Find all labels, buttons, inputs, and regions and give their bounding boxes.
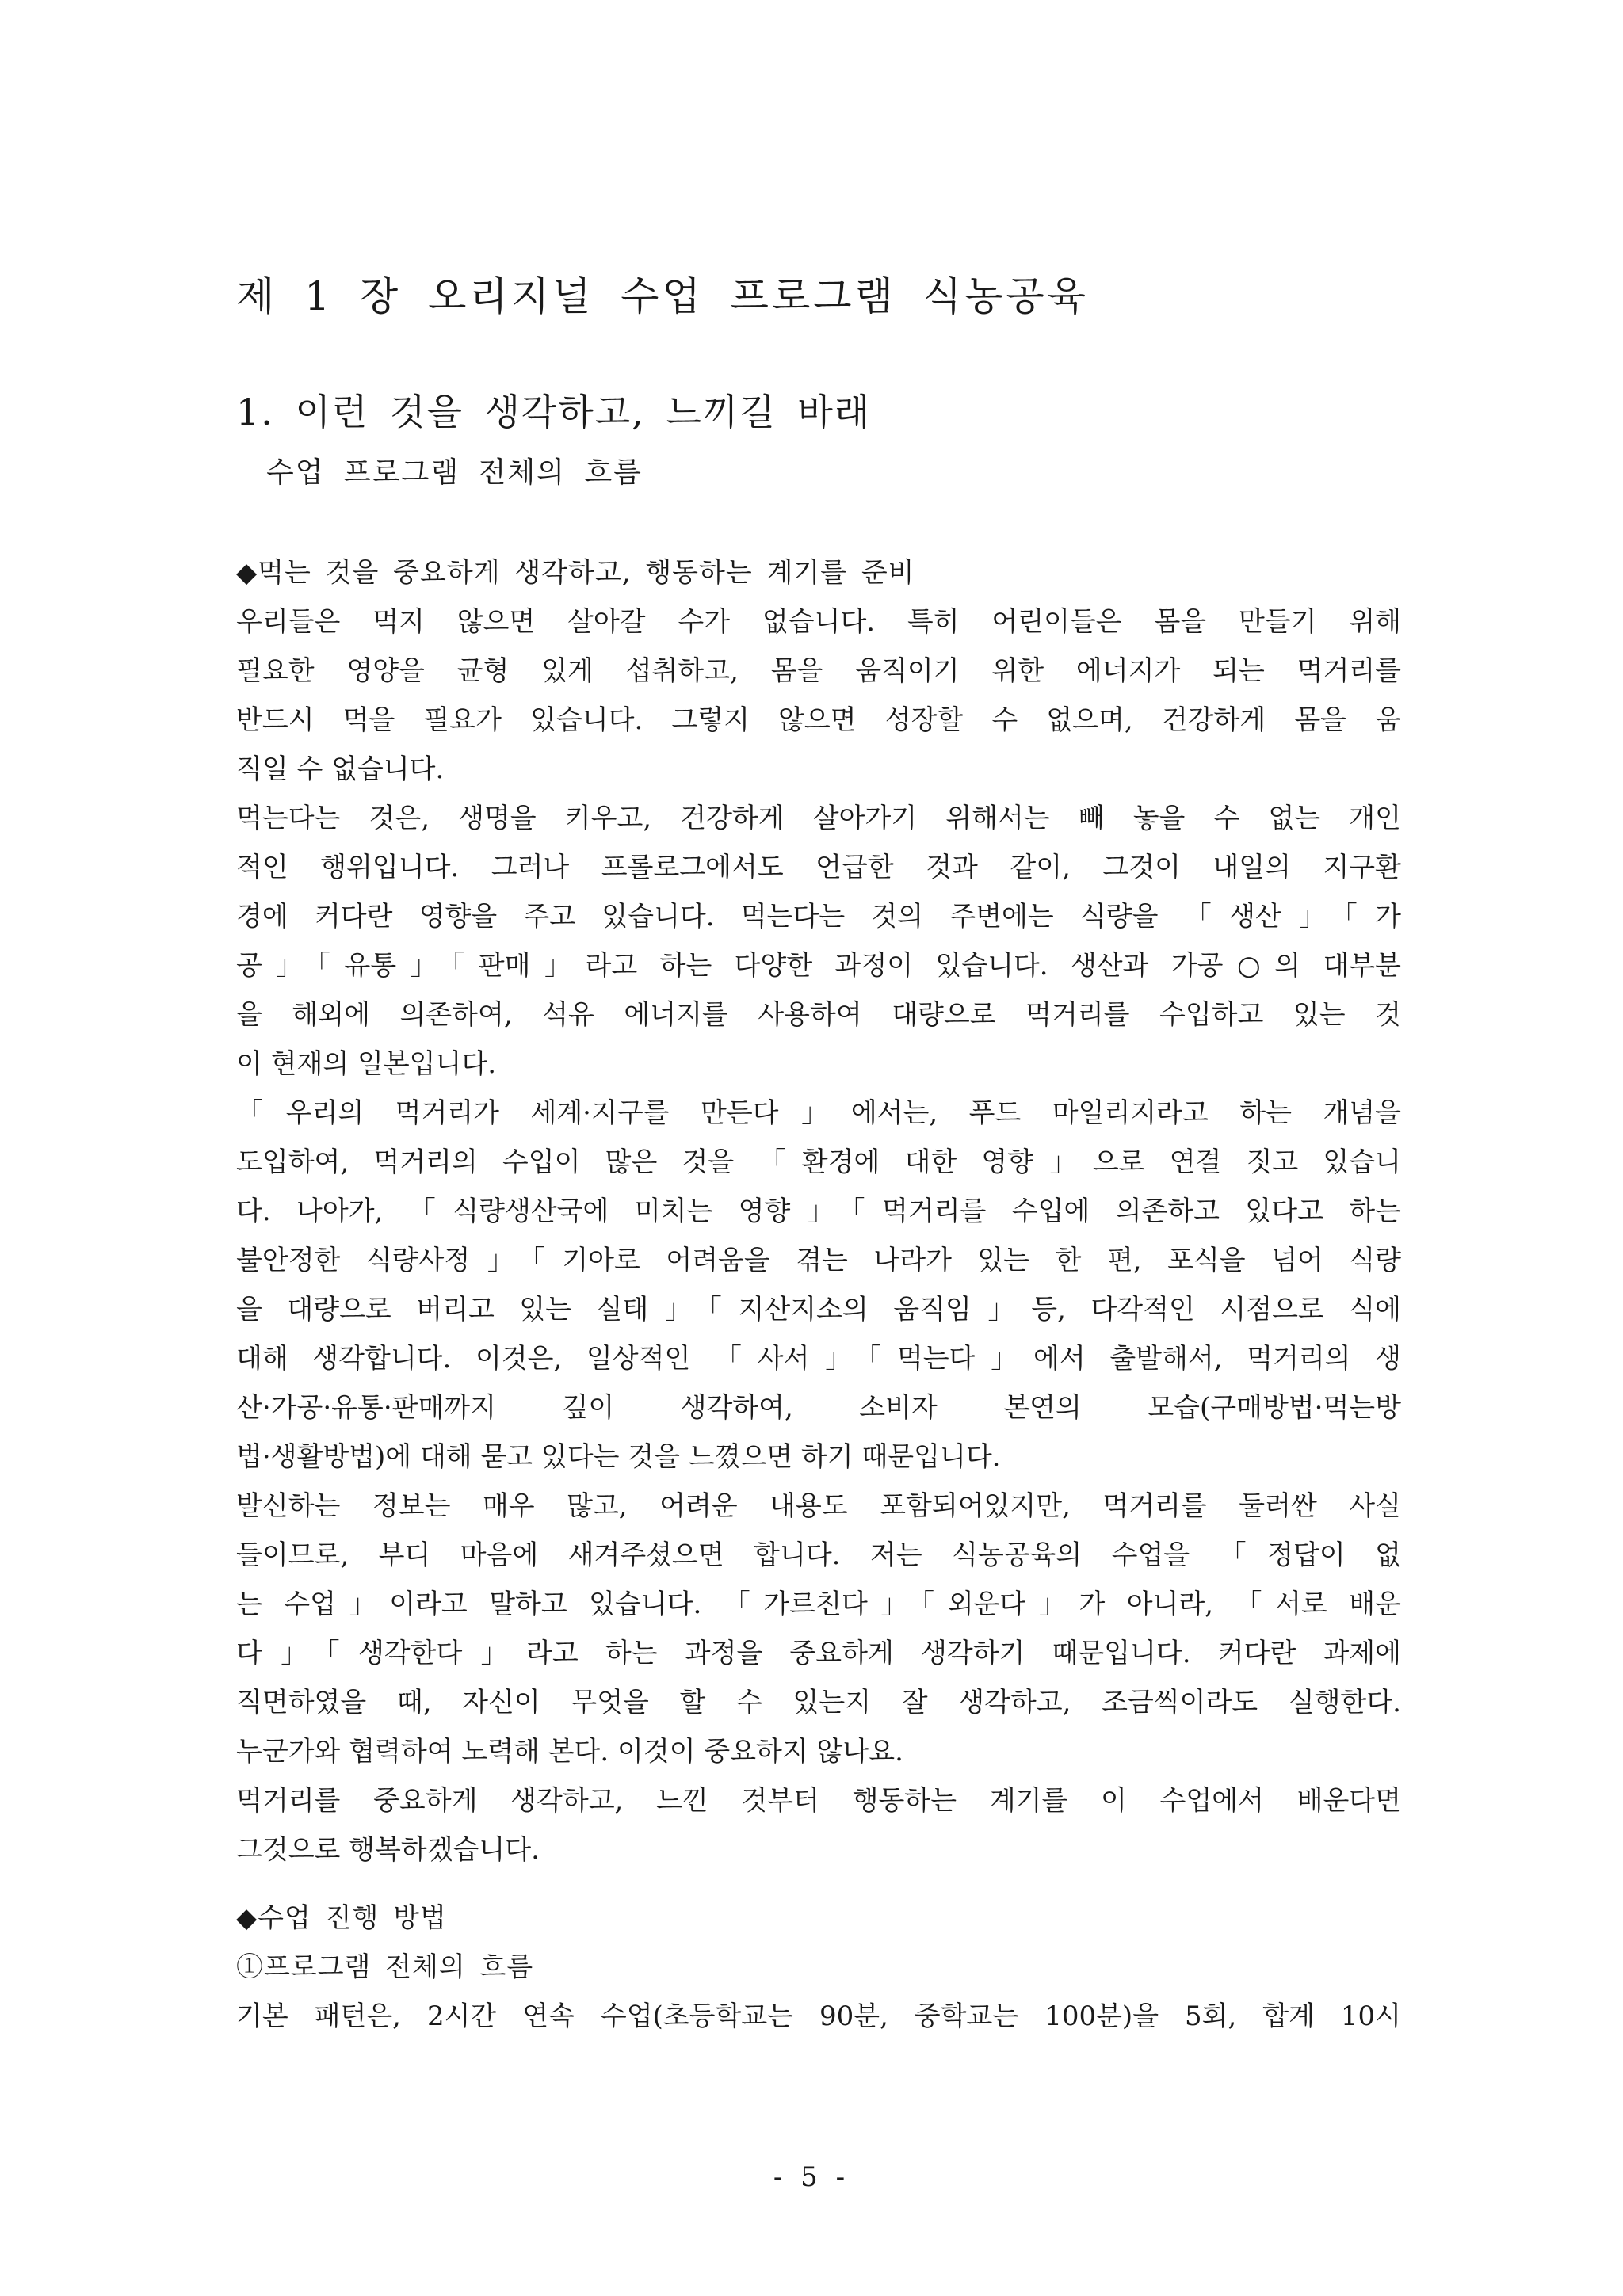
paragraph-line: 먹거리를 중요하게 생각하고, 느낀 것부터 행동하는 계기를 이 수업에서 배운다면 <box>236 1785 1401 1817</box>
paragraph-line: 경에 커다란 영향을 주고 있습니다. 먹는다는 것의 주변에는 식량을 「생산」「가 <box>236 901 1401 933</box>
paragraph-line: 「우리의 먹거리가 세계·지구를 만든다」에서는, 푸드 마일리지라고 하는 개념을 <box>236 1097 1401 1129</box>
paragraph-line: 을 해외에 의존하여, 석유 에너지를 사용하여 대량으로 먹거리를 수입하고 있는 것 <box>236 999 1401 1031</box>
paragraph-line: 그것으로 행복하겠습니다. <box>236 1834 540 1866</box>
paragraph-line: 다. 나아가, 「식량생산국에 미치는 영향」「먹거리를 수입에 의존하고 있다고 하는 <box>236 1196 1401 1227</box>
section-2-heading: ◆수업 진행 방법 <box>236 1902 447 1934</box>
page-number: - 5 - <box>773 2161 850 2193</box>
paragraph-line: 공」「유통」「판매」라고 하는 다양한 과정이 있습니다. 생산과 가공○의 대부분 <box>236 950 1401 982</box>
paragraph-line: 직면하였을 때, 자신이 무엇을 할 수 있는지 잘 생각하고, 조금씩이라도 실행한다. <box>236 1687 1401 1718</box>
section-1-heading: ◆먹는 것을 중요하게 생각하고, 행동하는 계기를 준비 <box>236 557 915 589</box>
paragraph-line: 산·가공·유통·판매까지 깊이 생각하여, 소비자 본연의 모습(구매방법·먹는방 <box>236 1392 1401 1424</box>
paragraph-line: 반드시 먹을 필요가 있습니다. 그렇지 않으면 성장할 수 없으며, 건강하게 몸을 움 <box>236 704 1401 736</box>
section-title: 1. 이런 것을 생각하고, 느끼길 바래 <box>236 391 872 433</box>
paragraph-line: 을 대량으로 버리고 있는 실태」「지산지소의 움직임」등, 다각적인 시점으로 식에 <box>236 1294 1401 1325</box>
paragraph-line: 우리들은 먹지 않으면 살아갈 수가 없습니다. 특히 어린이들은 몸을 만들기 위해 <box>236 606 1401 638</box>
paragraph-line: 적인 행위입니다. 그러나 프롤로그에서도 언급한 것과 같이, 그것이 내일의 지구환 <box>236 852 1401 883</box>
paragraph-line: 는 수업」이라고 말하고 있습니다. 「가르친다」「외운다」가 아니라, 「서로 배운 <box>236 1589 1401 1620</box>
paragraph-line: 기본 패턴은, 2시간 연속 수업(초등학교는 90분, 중학교는 100분)을 5회, 합계 10시 <box>236 2000 1401 2032</box>
paragraph-line: 대해 생각합니다. 이것은, 일상적인 「사서」「먹는다」에서 출발해서, 먹거리의 생 <box>236 1343 1401 1375</box>
paragraph-line: 들이므로, 부디 마음에 새겨주셨으면 합니다. 저는 식농공육의 수업을 「정답이 없 <box>236 1539 1401 1571</box>
paragraph-line: 필요한 영양을 균형 있게 섭취하고, 몸을 움직이기 위한 에너지가 되는 먹거리를 <box>236 655 1401 687</box>
paragraph-line: 이 현재의 일본입니다. <box>236 1048 497 1080</box>
paragraph-line: 먹는다는 것은, 생명을 키우고, 건강하게 살아가기 위해서는 빼 놓을 수 없는 개인 <box>236 803 1401 834</box>
paragraph-line: 발신하는 정보는 매우 많고, 어려운 내용도 포함되어있지만, 먹거리를 둘러싼 사실 <box>236 1490 1401 1522</box>
paragraph-line: 불안정한 식량사정」「기아로 어려움을 겪는 나라가 있는 한 편, 포식을 넘어 식량 <box>236 1245 1401 1276</box>
chapter-title: 제 1 장 오리지널 수업 프로그램 식농공육 <box>236 273 1089 319</box>
paragraph-line: 법·생활방법)에 대해 묻고 있다는 것을 느꼈으면 하기 때문입니다. <box>236 1441 1001 1473</box>
section-2 <box>236 1894 1401 2041</box>
paragraph-line: 도입하여, 먹거리의 수입이 많은 것을 「환경에 대한 영향」으로 연결 짓고 있습니 <box>236 1146 1401 1178</box>
section-subtitle: 수업 프로그램 전체의 흐름 <box>266 456 643 489</box>
paragraph-line: 직일 수 없습니다. <box>236 753 445 785</box>
paragraph-line: 누군가와 협력하여 노력해 본다. 이것이 중요하지 않나요. <box>236 1736 903 1768</box>
section-1 <box>236 548 1401 1875</box>
section-2-subheading: ①프로그램 전체의 흐름 <box>236 1951 534 1983</box>
paragraph-line: 다」「생각한다」라고 하는 과정을 중요하게 생각하기 때문입니다. 커다란 과제에 <box>236 1638 1401 1669</box>
